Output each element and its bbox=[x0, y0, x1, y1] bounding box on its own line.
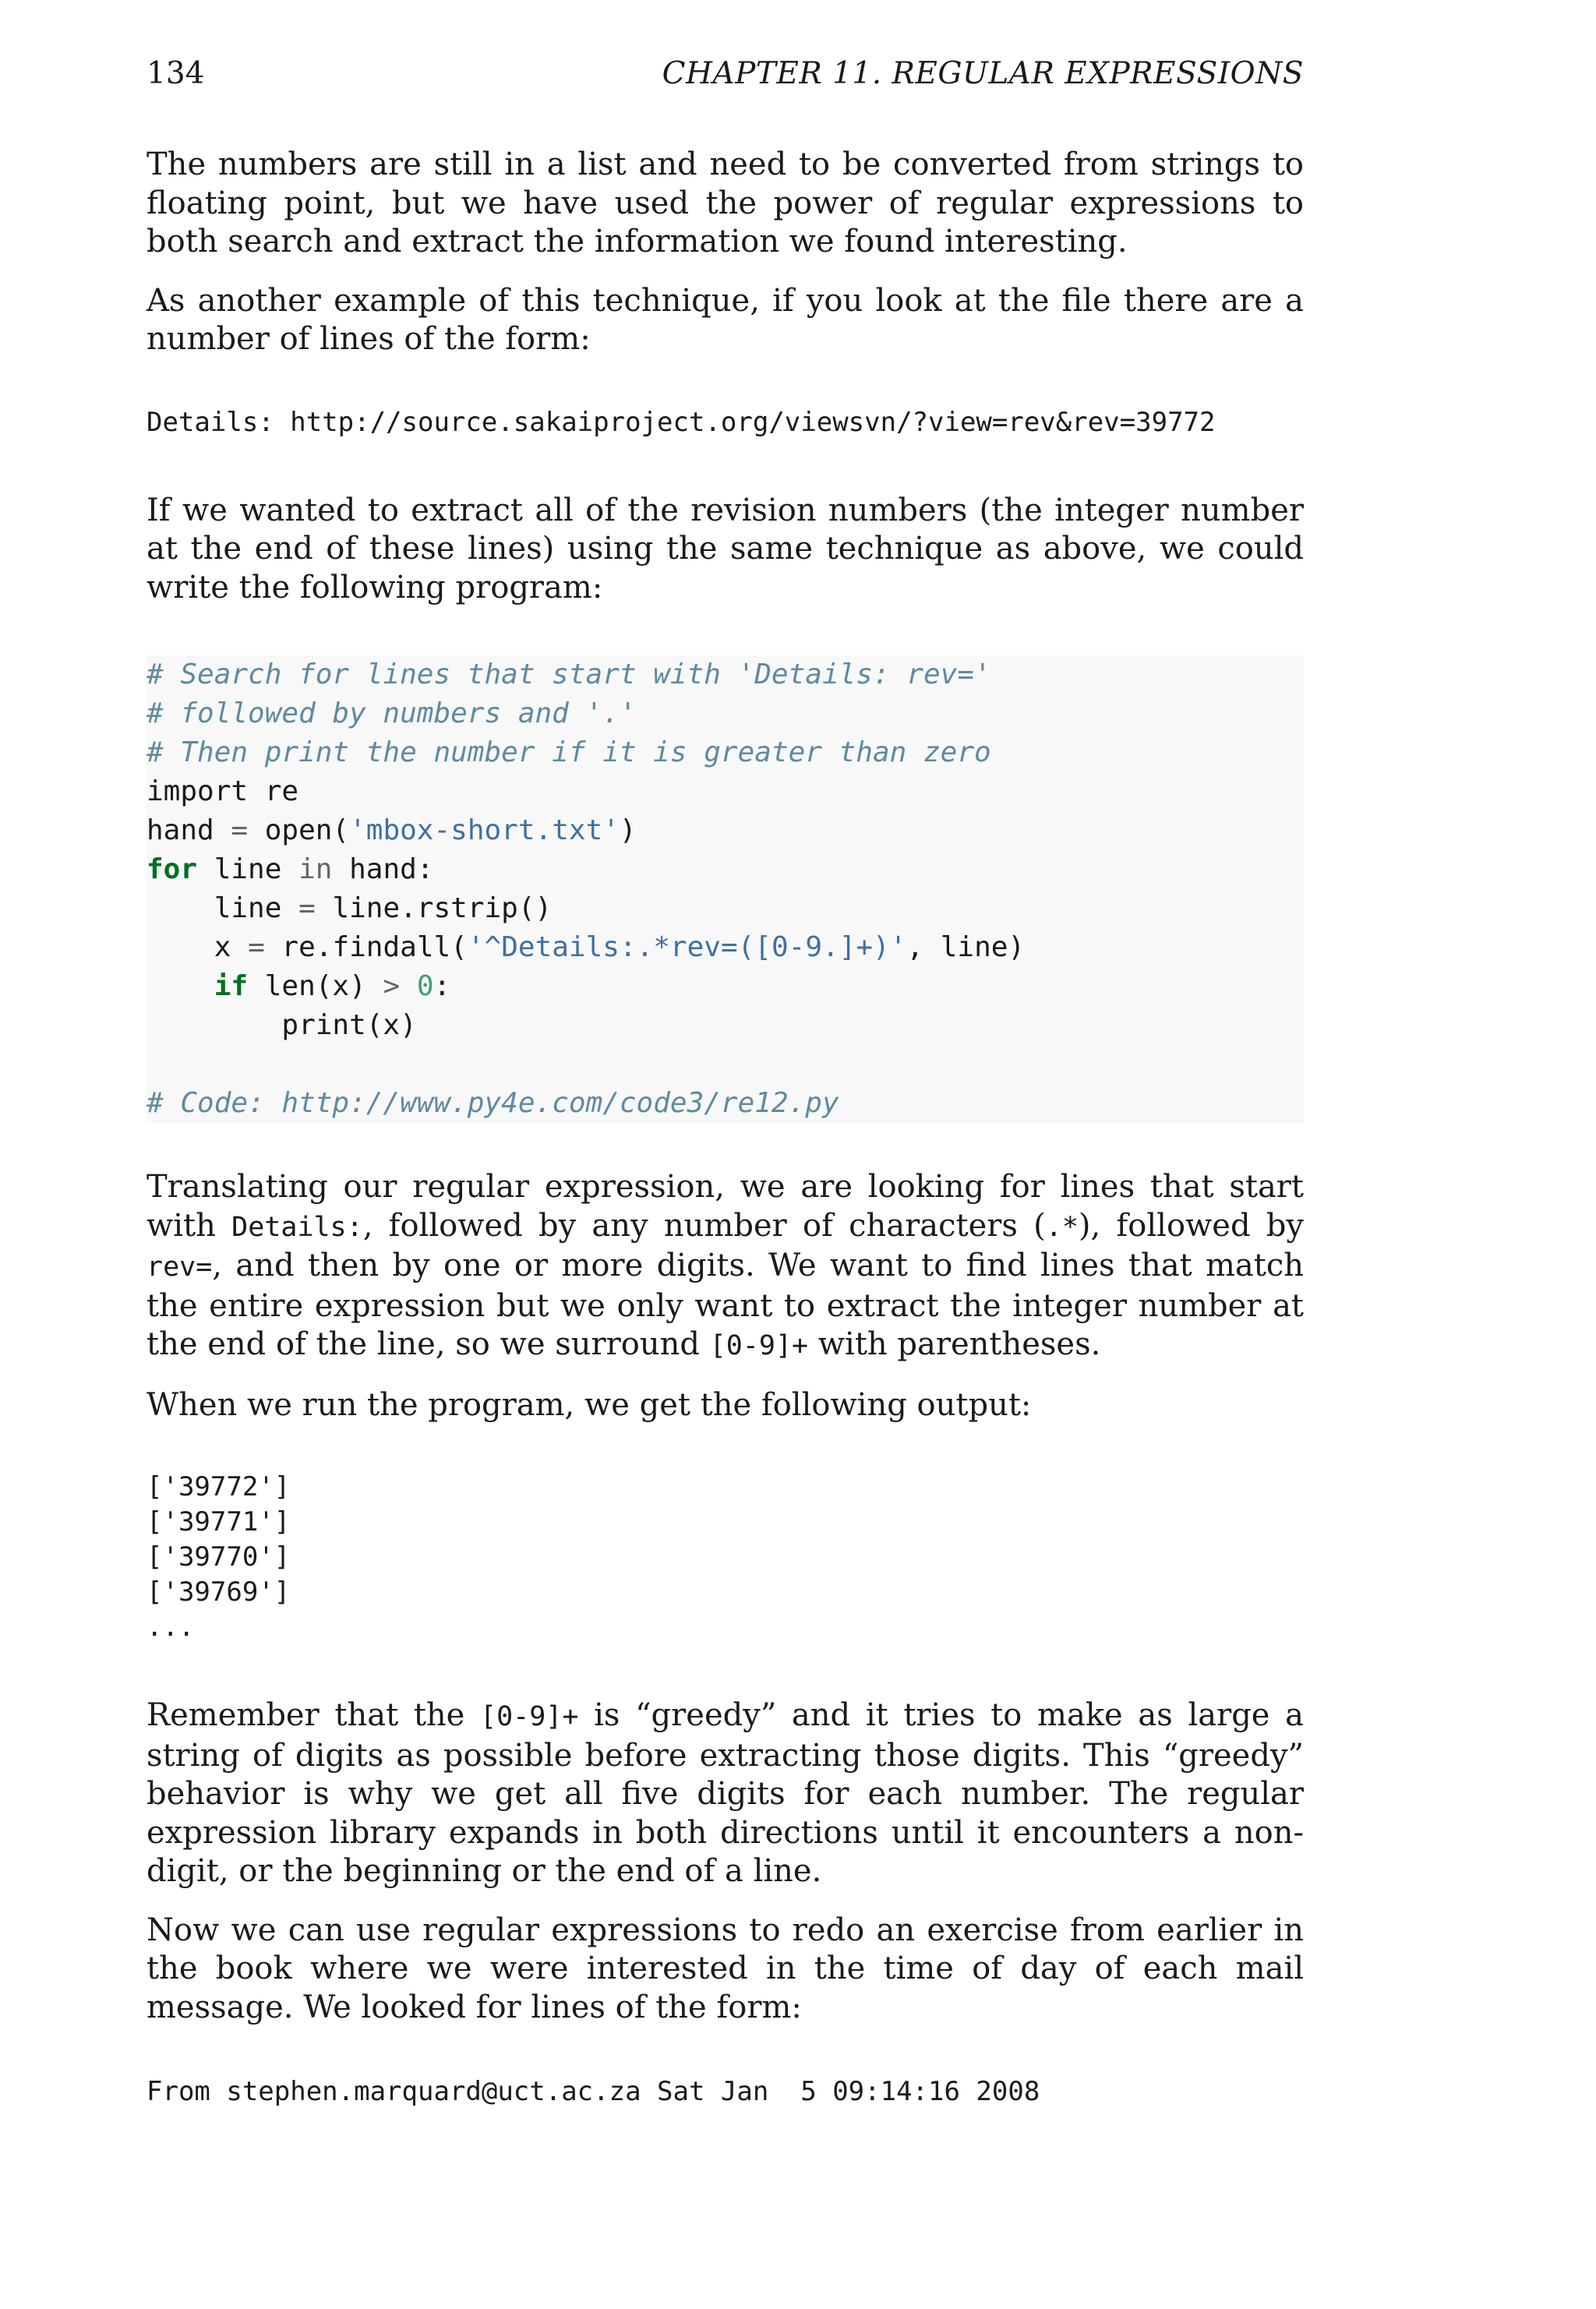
code-listing bbox=[147, 655, 1304, 1123]
inline-code: Details: bbox=[231, 1211, 363, 1243]
code-comment-line: # followed by numbers and '.' bbox=[147, 697, 637, 729]
text-run: with parentheses. bbox=[808, 1326, 1101, 1362]
code-line-for bbox=[147, 850, 1304, 889]
inline-code: [0-9]+ bbox=[709, 1330, 809, 1361]
text-run: is “greedy” and it tries to make as large a string of digits as possible before extracting those digits. This “greedy” behavior is why we get all five digits for each number. The regular expression library expands in both directions until it encounters a non-digit, or the beginning or the end of a line. bbox=[147, 1697, 1304, 1889]
code-line-rstrip bbox=[147, 889, 1304, 928]
text-run: Remember that the bbox=[147, 1697, 480, 1733]
code-operator: in bbox=[298, 853, 333, 885]
code-token: len(x) bbox=[248, 970, 383, 1002]
inline-code: [0-9]+ bbox=[480, 1701, 579, 1732]
text-run: , followed by any number of characters ( bbox=[362, 1207, 1046, 1244]
code-line-import: import re bbox=[147, 775, 299, 807]
from-example-line: From stephen.marquard@uct.ac.za Sat Jan 5 09:14:16 2008 bbox=[147, 2076, 1040, 2107]
code-token: ) bbox=[619, 814, 637, 846]
paragraph-4 bbox=[147, 1168, 1304, 1366]
code-string: '^Details:.*rev=([0-9.]+)' bbox=[467, 931, 907, 963]
code-comment-line: # Search for lines that start with 'Details: rev=' bbox=[147, 658, 991, 690]
code-operator: = bbox=[248, 931, 265, 963]
output-line: ['39771'] bbox=[147, 1506, 291, 1538]
inline-code: rev= bbox=[147, 1252, 213, 1283]
code-token: line bbox=[197, 853, 299, 885]
code-number: 0 bbox=[400, 970, 434, 1002]
text-run: Translating our regular expression, we are looking for lines that start with bbox=[147, 1169, 1304, 1244]
page-body bbox=[147, 146, 1304, 2110]
code-token: line bbox=[214, 892, 299, 924]
code-indent bbox=[147, 970, 214, 1002]
text-run: , and then by one or more digits. We want to find lines that match the entire expression but we only want to extract the integer number at the end of the line, so we surround bbox=[147, 1248, 1304, 1362]
code-token: : bbox=[433, 970, 451, 1002]
code-token: hand bbox=[147, 814, 231, 846]
paragraph-1: The numbers are still in a list and need to be converted from strings to floating point, but we have used the power of regular expressions to both search and extract the information we found interesting. bbox=[147, 147, 1304, 259]
page-number: 134 bbox=[147, 56, 205, 91]
code-line-findall bbox=[147, 928, 1304, 967]
text-run: ), followed by bbox=[1078, 1207, 1304, 1244]
code-token: hand: bbox=[332, 853, 434, 885]
output-line: ['39769'] bbox=[147, 1576, 291, 1608]
paragraph-2: As another example of this technique, if you look at the file there are a number of lines of the form: bbox=[147, 282, 1304, 357]
code-operator: = bbox=[298, 892, 316, 924]
code-token: x bbox=[214, 931, 249, 963]
code-operator: = bbox=[231, 814, 249, 846]
code-blank-line bbox=[147, 1045, 1304, 1084]
code-token: , line) bbox=[906, 931, 1026, 963]
code-keyword: for bbox=[147, 853, 198, 885]
code-keyword: if bbox=[214, 970, 249, 1002]
output-line: ['39772'] bbox=[147, 1471, 291, 1502]
chapter-title: CHAPTER 11. REGULAR EXPRESSIONS bbox=[662, 56, 1304, 91]
code-comment-line: # Then print the number if it is greater than zero bbox=[147, 736, 991, 768]
code-url-comment: # Code: http://www.py4e.com/code3/re12.py bbox=[147, 1087, 839, 1119]
output-line: ... bbox=[147, 1612, 195, 1643]
code-token: line.rstrip() bbox=[315, 892, 553, 924]
code-indent bbox=[147, 1009, 281, 1041]
code-token: re.findall( bbox=[264, 931, 468, 963]
paragraph-5: When we run the program, we get the following output: bbox=[147, 1386, 1032, 1423]
code-indent bbox=[147, 931, 214, 963]
paragraph-7: Now we can use regular expressions to redo an exercise from earlier in the book where we were interested in the time of day of each mail message. We looked for lines of the form: bbox=[147, 1912, 1304, 2025]
paragraph-6 bbox=[147, 1696, 1304, 1891]
running-head bbox=[147, 56, 1304, 97]
program-output bbox=[147, 1470, 1304, 1645]
inline-code: .* bbox=[1045, 1211, 1079, 1243]
code-line-open bbox=[147, 811, 1304, 850]
code-token: open( bbox=[248, 814, 350, 846]
details-example-line: Details: http://source.sakaiproject.org/viewsvn/?view=rev&rev=39772 bbox=[147, 406, 1216, 438]
code-indent bbox=[147, 892, 214, 924]
output-line: ['39770'] bbox=[147, 1541, 291, 1573]
code-token: print(x) bbox=[281, 1009, 417, 1041]
code-string: 'mbox-short.txt' bbox=[349, 814, 620, 846]
code-line-if bbox=[147, 967, 1304, 1006]
code-line-print bbox=[147, 1006, 1304, 1045]
paragraph-3: If we wanted to extract all of the revision numbers (the integer number at the end of these lines) using the same technique as above, we could write the following program: bbox=[147, 492, 1304, 605]
code-operator: > bbox=[383, 970, 401, 1002]
